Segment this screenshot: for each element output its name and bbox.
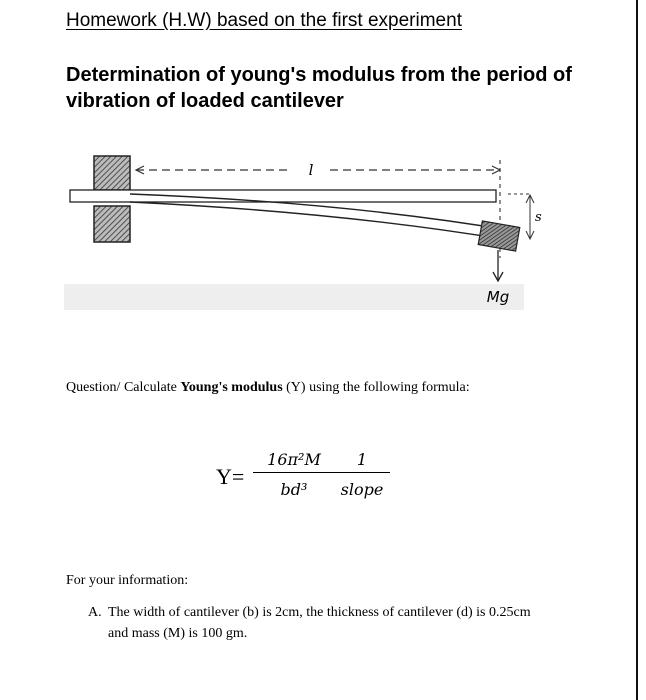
- question-suffix: (Y) using the following formula:: [282, 380, 470, 395]
- info-label: For your information:: [66, 573, 189, 588]
- clamp-bottom: [94, 206, 130, 242]
- load-label: Mg: [486, 288, 510, 306]
- info-item-text: The width of cantilever (b) is 2cm, the thickness of cantilever (d) is 0.25cm and mass (M) is 100 gm.: [108, 605, 531, 641]
- homework-title: Homework (H.W) based on the first experiment: [66, 10, 462, 31]
- page-title: Determination of young's modulus from the period of vibration of loaded cantilever: [66, 64, 572, 112]
- question-text: [66, 380, 470, 396]
- load-block: [478, 221, 520, 251]
- question-bold-term: Young's modulus: [180, 380, 283, 395]
- page-right-border: [636, 0, 638, 700]
- scan-smudge: [64, 284, 524, 310]
- formula-fraction-1: [253, 448, 335, 502]
- clamp-top: [94, 156, 130, 190]
- length-label: l: [308, 161, 314, 179]
- formula-lhs: Y=: [216, 464, 245, 489]
- cantilever-diagram: [60, 150, 550, 320]
- beam-reference: [70, 190, 496, 202]
- formula-fraction-2: [334, 448, 390, 502]
- fraction-1-numerator: 16π²M: [253, 448, 335, 473]
- fraction-1-denominator: bd³: [280, 480, 308, 499]
- youngs-modulus-formula: [216, 448, 416, 518]
- question-prefix: Question/ Calculate: [66, 380, 181, 395]
- fraction-2-numerator: 1: [334, 448, 390, 473]
- fraction-2-denominator: slope: [340, 480, 384, 499]
- info-item-marker: A.: [88, 605, 102, 620]
- deflection-label: s: [535, 210, 542, 225]
